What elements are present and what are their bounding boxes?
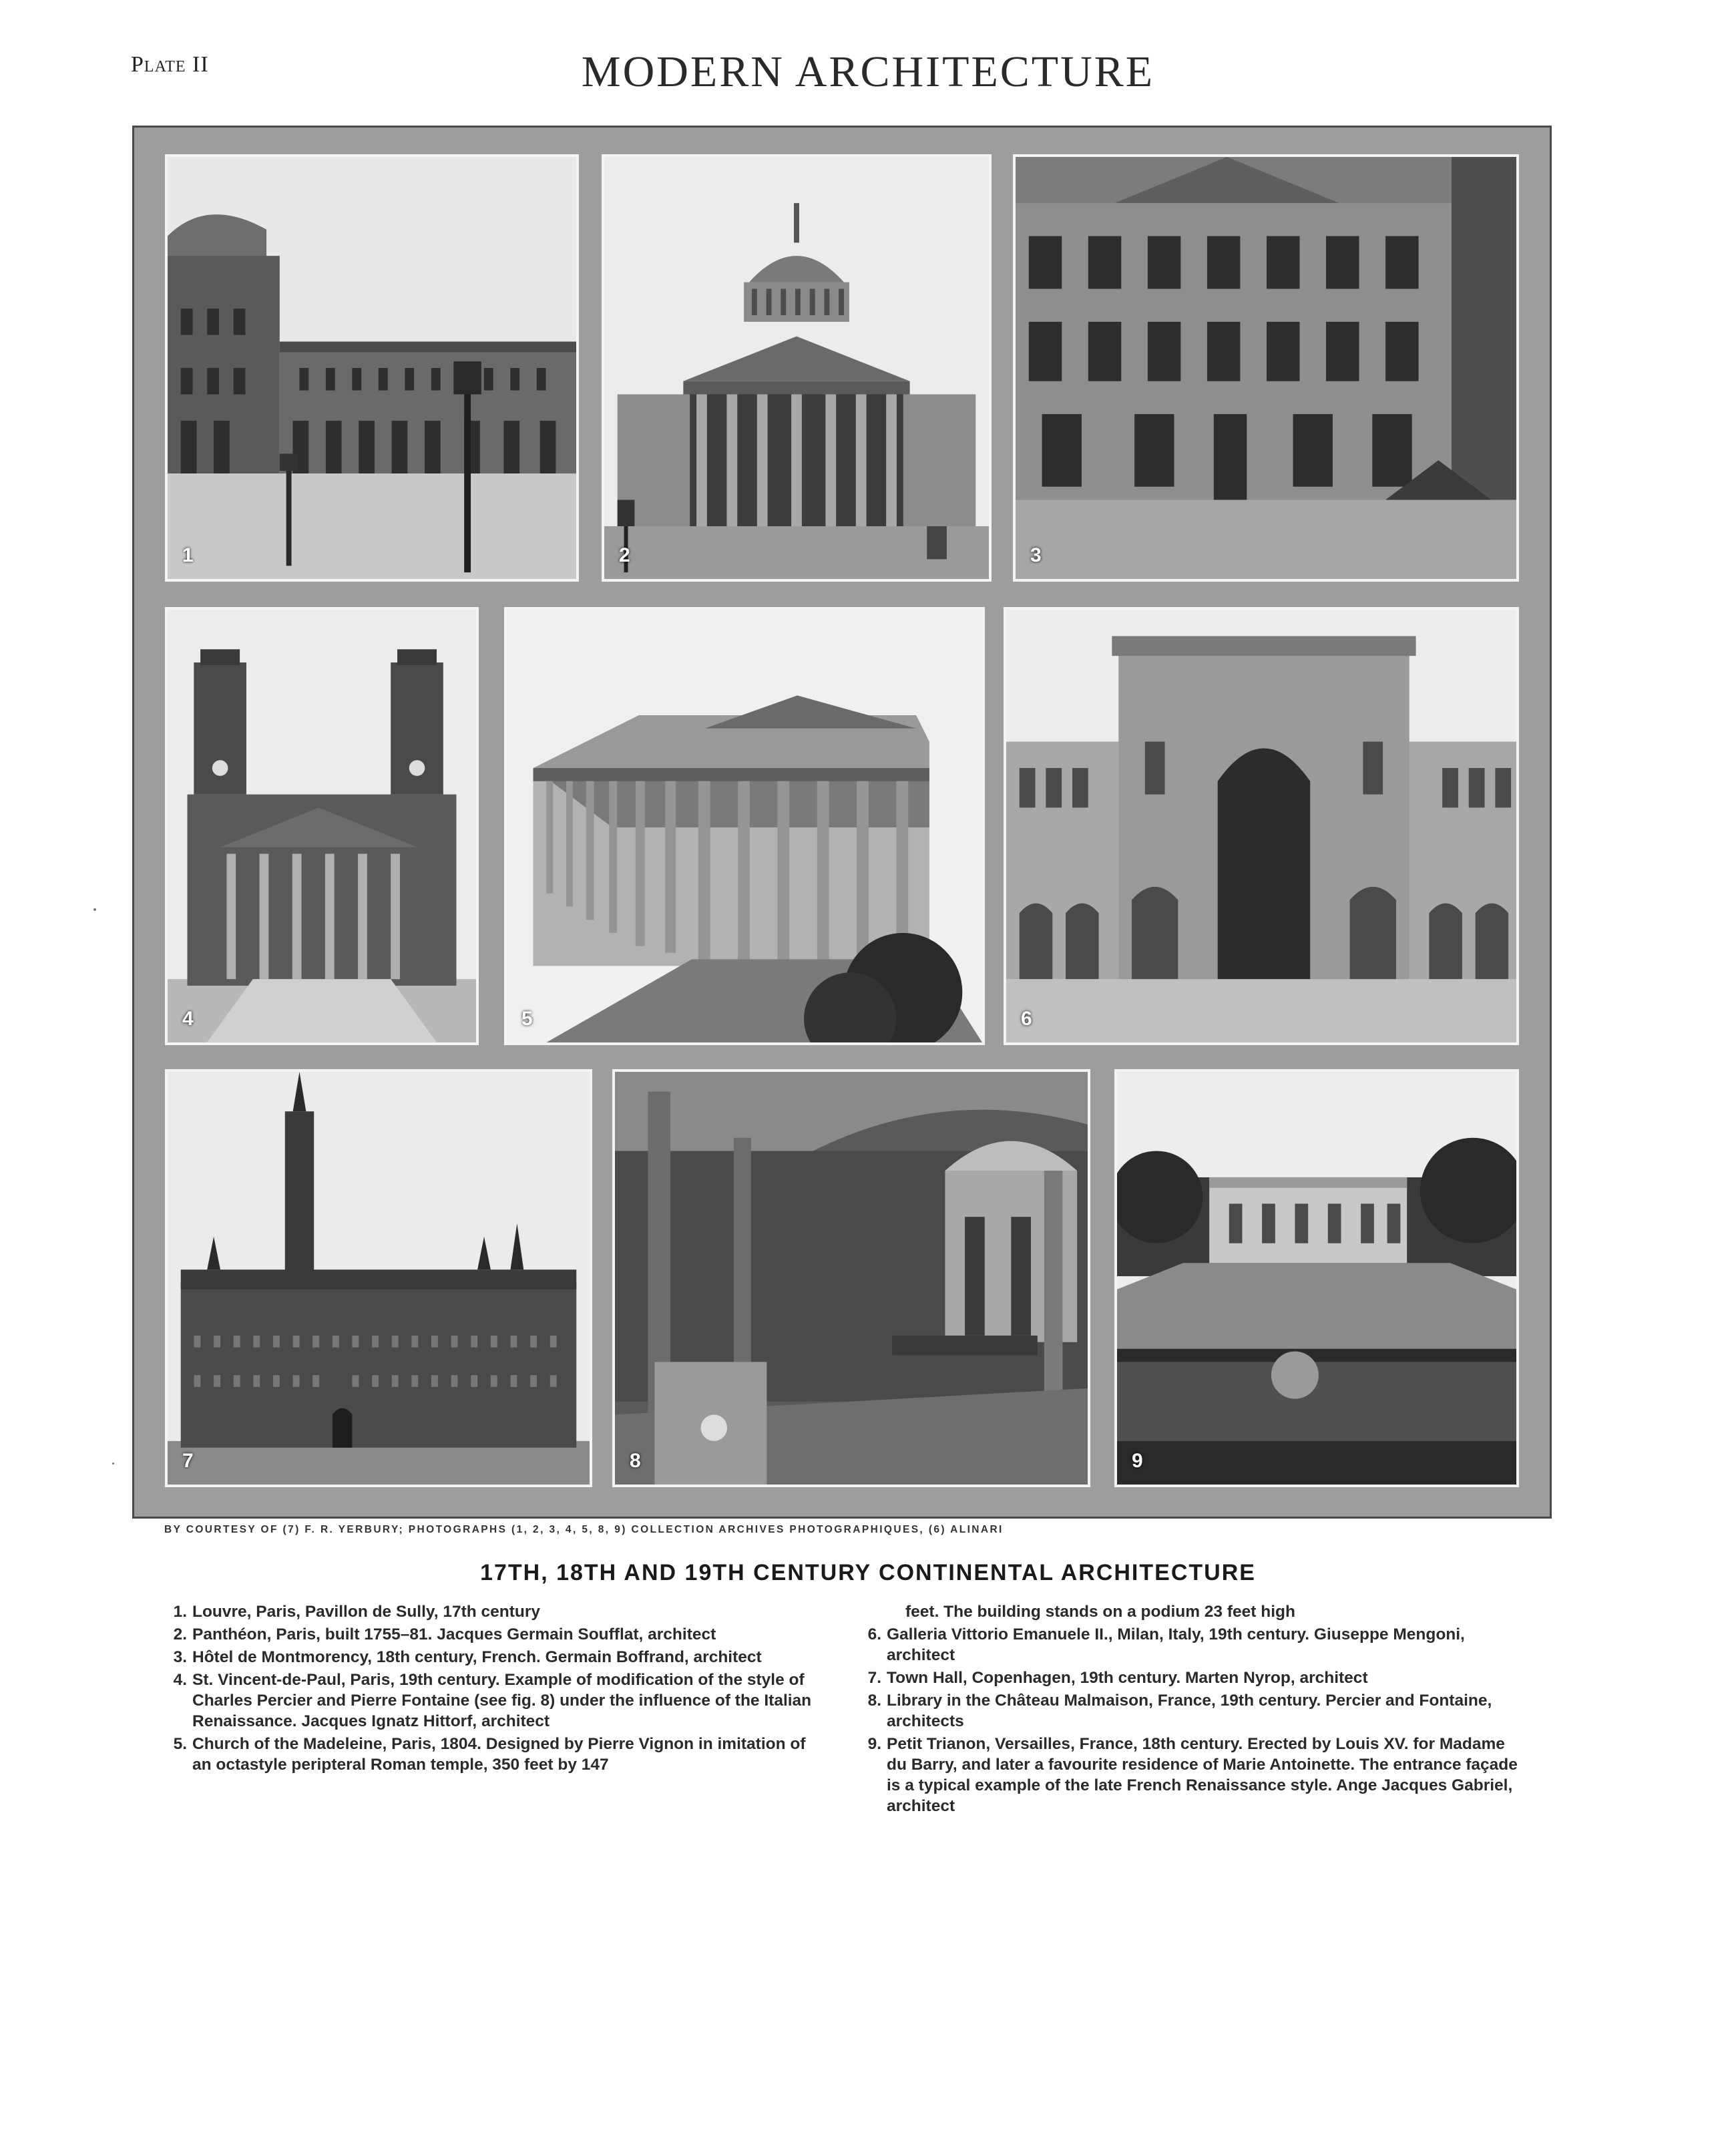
caption-item: 4. St. Vincent-de-Paul, Paris, 19th century. Example of modification of the style of Charles Percier and Pierre Fontaine (see fig. 8) under the influence of the Italian Renaissance. Jacques Ignatz Hittorf, architect [173, 1671, 812, 1730]
caption-item: 7. Town Hall, Copenhagen, 19th century. Marten Nyrop, architect [867, 1669, 1368, 1687]
caption-heading: 17TH, 18TH AND 19TH CENTURY CONTINENTAL ARCHITECTURE [480, 1560, 1256, 1585]
caption-continuation: feet. The building stands on a podium 23 feet high [905, 1603, 1295, 1621]
figure-number: 4 [182, 1008, 194, 1030]
photo-st-vincent-de-paul [165, 607, 479, 1045]
galleria-image [1006, 610, 1516, 1042]
figure-number: 2 [619, 544, 630, 566]
photo-copenhagen-town-hall [165, 1069, 592, 1487]
figure-number: 9 [1132, 1450, 1143, 1472]
photo-galleria [1004, 607, 1519, 1045]
figure-number: 5 [521, 1008, 533, 1030]
figure-number: 3 [1030, 544, 1042, 566]
captions-left-column [160, 1601, 828, 1777]
caption-item: 3. Hôtel de Montmorency, 18th century, French. Germain Boffrand, architect [173, 1648, 762, 1666]
figure-number: 8 [630, 1450, 641, 1472]
figure-number: 1 [182, 544, 194, 566]
caption-item: 1. Louvre, Paris, Pavillon de Sully, 17th century [173, 1603, 541, 1621]
figure-number: 6 [1021, 1008, 1032, 1030]
caption-item: 8. Library in the Château Malmaison, France, 19th century. Percier and Fontaine, architects [867, 1692, 1492, 1730]
malmaison-image [615, 1072, 1088, 1485]
madeleine-image [507, 610, 982, 1042]
photo-hotel-de-montmorency [1013, 154, 1519, 582]
town-hall-image [168, 1072, 590, 1485]
photo-petit-trianon [1114, 1069, 1519, 1487]
photo-credit: BY COURTESY OF (7) F. R. YERBURY; PHOTOGRAPHS (1, 2, 3, 4, 5, 8, 9) COLLECTION ARCHIVES PHOTOGRAPHIQUES, (6) ALINARI [164, 1524, 1004, 1535]
pantheon-image [604, 157, 989, 579]
louvre-image [168, 157, 576, 579]
caption-item: 5. Church of the Madeleine, Paris, 1804. Designed by Pierre Vignon in imitation of an octastyle peripteral Roman temple, 350 feet by 147 [173, 1735, 806, 1774]
plate-label: Plate II [131, 52, 209, 77]
photo-louvre [165, 154, 579, 582]
caption-item: 9. Petit Trianon, Versailles, France, 18th century. Erected by Louis XV. for Madame du Barry, and later a favourite residence of Marie Antoinette. The entrance façade is a typical example of the late French Renaissance style. Ange Jacques Gabriel, architect [867, 1735, 1518, 1815]
photo-malmaison-library [612, 1069, 1090, 1487]
dust-speck [93, 908, 96, 911]
photo-pantheon [602, 154, 992, 582]
photo-panel [132, 126, 1552, 1519]
hotel-montmorency-image [1016, 157, 1516, 579]
dust-speck [112, 1462, 114, 1465]
page-title: MODERN ARCHITECTURE [581, 47, 1155, 96]
caption-item: 2. Panthéon, Paris, built 1755–81. Jacques Germain Soufflat, architect [173, 1625, 716, 1643]
st-vincent-image [168, 610, 476, 1042]
petit-trianon-image [1117, 1072, 1516, 1485]
captions-right-column [855, 1601, 1522, 1818]
photo-madeleine [504, 607, 985, 1045]
figure-number: 7 [182, 1450, 194, 1472]
caption-item: 6. Galleria Vittorio Emanuele II., Milan, Italy, 19th century. Giuseppe Mengoni, architect [867, 1625, 1465, 1664]
